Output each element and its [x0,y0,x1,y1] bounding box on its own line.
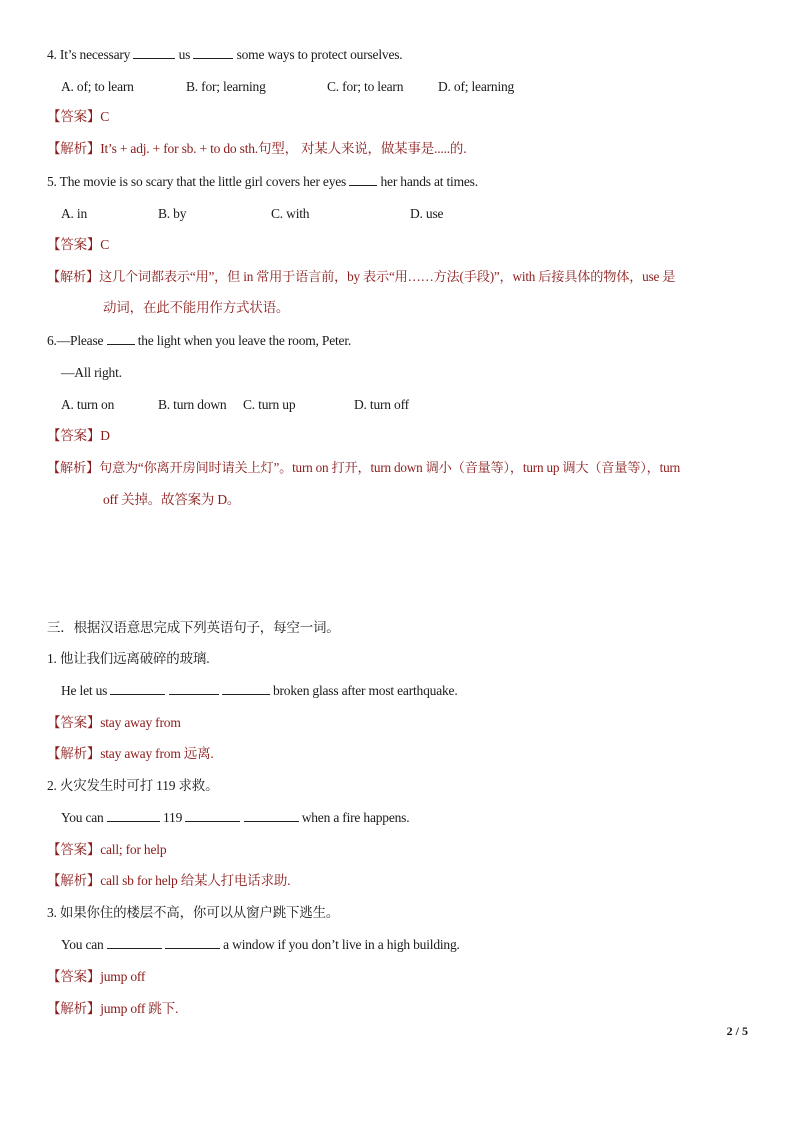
s3-item3-blank-1[interactable] [107,936,162,949]
q4-blank-2[interactable] [193,46,233,59]
q4-options [61,78,761,96]
q6-stem: 6.—Please the light when you leave the room, Peter. [47,333,352,348]
s3-item1-blank-1[interactable] [110,682,165,695]
s3-item1-answer: 【答案】stay away from [47,715,181,730]
s3-item2-blank-1[interactable] [107,809,160,822]
q4-option-b[interactable]: B. for; learning [186,79,266,94]
s3-item3-chinese: 3. 如果你住的楼层不高，你可以从窗户跳下逃生。 [47,905,340,920]
s3-item1-chinese: 1. 他让我们远离破碎的玻璃. [47,651,210,666]
s3-item1-blank-2[interactable] [169,682,219,695]
q6-blank[interactable] [107,332,135,345]
q5-explanation-line1: 【解析】这几个词都表示“用”，但 in 常用于语言前，by 表示“用……方法(手段)”，with 后接具体的物体，use 是 [47,269,676,284]
q6-explanation-line2: off 关掉。故答案为 D。 [103,492,241,507]
q6-reply: —All right. [61,365,122,380]
q5-option-b[interactable]: B. by [158,206,187,221]
s3-item3-answer: 【答案】jump off [47,969,146,984]
s3-item1-blank-3[interactable] [222,682,270,695]
page-number: 2 / 5 [726,1024,748,1038]
q4-option-a[interactable]: A. of; to learn [61,79,134,94]
q6-options [61,396,761,414]
s3-item2-english: You can 119 when a fire happens. [61,810,410,825]
q4-blank-1[interactable] [133,46,175,59]
q6-option-d[interactable]: D. turn off [354,397,409,412]
s3-item3-explanation: 【解析】jump off 跳下. [47,1001,179,1016]
q4-explanation: 【解析】It’s + adj. + for sb. + to do sth.句型， 对某人来说，做某事是.....的. [47,141,467,156]
s3-item2-answer: 【答案】call; for help [47,842,167,857]
s3-item2-blank-2[interactable] [185,809,240,822]
q4-option-d[interactable]: D. of; learning [438,79,515,94]
q6-option-c[interactable]: C. turn up [243,397,296,412]
s3-item2-blank-3[interactable] [244,809,299,822]
q6-answer: 【答案】D [47,428,110,443]
q6-option-a[interactable]: A. turn on [61,397,115,412]
q5-options [61,205,761,223]
s3-item3-english: You can a window if you don’t live in a high building. [61,937,460,952]
s3-item1-explanation: 【解析】stay away from 远离. [47,746,214,761]
q5-answer: 【答案】C [47,237,110,252]
q6-option-b[interactable]: B. turn down [158,397,227,412]
s3-item2-explanation: 【解析】call sb for help 给某人打电话求助. [47,873,291,888]
q5-option-c[interactable]: C. with [271,206,310,221]
s3-item1-english: He let us broken glass after most earthquake. [61,683,458,698]
s3-item3-blank-2[interactable] [165,936,220,949]
section-3-title: 三．根据汉语意思完成下列英语句子，每空一词。 [47,620,340,635]
s3-item2-chinese: 2. 火灾发生时可打 119 求救。 [47,778,219,793]
q5-option-d[interactable]: D. use [410,206,444,221]
q4-option-c[interactable]: C. for; to learn [327,79,404,94]
q4-stem: 4. It’s necessary us some ways to protect ourselves. [47,47,403,62]
q5-option-a[interactable]: A. in [61,206,88,221]
q4-answer: 【答案】C [47,109,110,124]
q5-stem: 5. The movie is so scary that the little girl covers her eyes her hands at times. [47,174,478,189]
q6-explanation-line1: 【解析】句意为“你离开房间时请关上灯”。turn on 打开，turn down 调小（音量等），turn up 调大（音量等），turn [47,460,681,475]
q5-explanation-line2: 动词，在此不能用作方式状语。 [103,300,290,315]
q5-blank[interactable] [349,173,377,186]
